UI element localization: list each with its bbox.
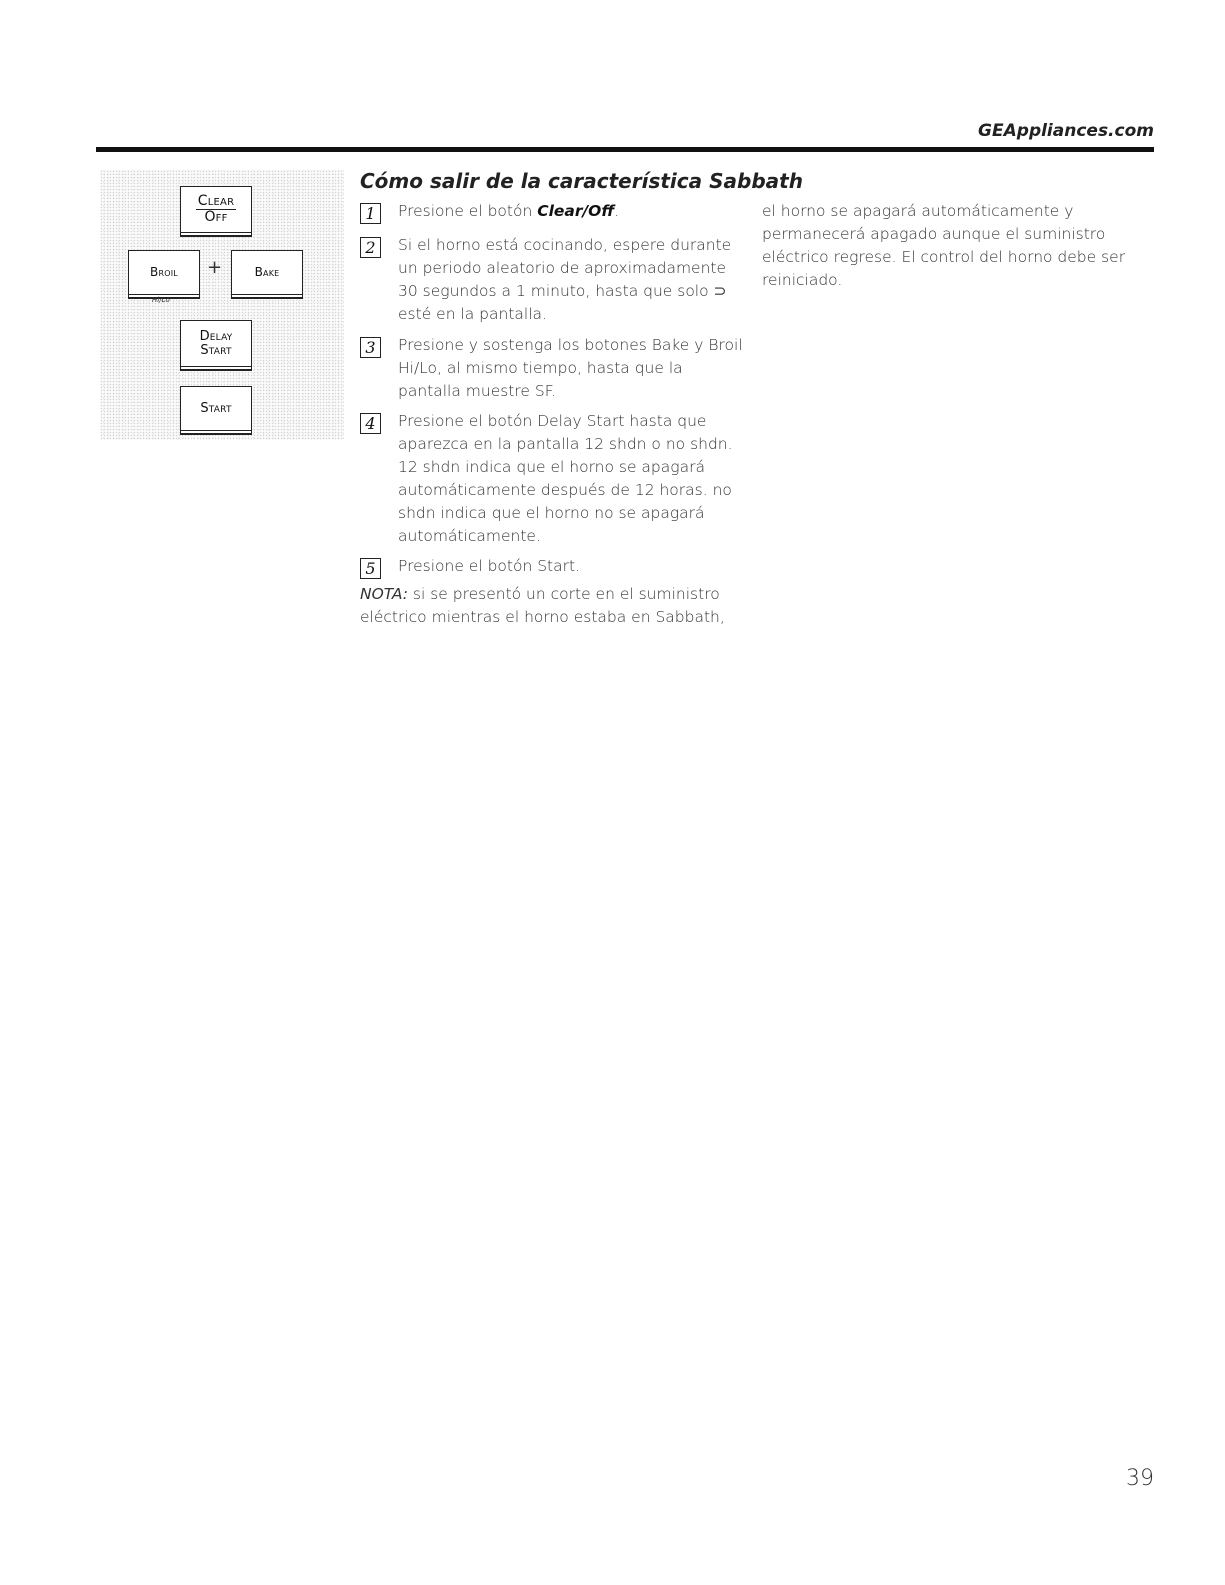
step-text: Si el horno está cocinando, espere durante un periodo aleatorio de aproximadamente 30 segundos a 1 minuto, hasta que solo ⊃ esté en la pantalla. — [398, 236, 732, 323]
step-item — [360, 555, 750, 578]
hilo-label: Hi/Lo — [152, 296, 170, 304]
step-item — [360, 410, 750, 548]
section-title: Cómo salir de la característica Sabbath — [360, 169, 803, 193]
header-rule — [96, 147, 1154, 152]
clear-off-emphasis: Clear/Off — [537, 202, 615, 220]
step-number: 1 — [360, 203, 381, 224]
step-number: 4 — [360, 413, 381, 434]
step-number: 3 — [360, 337, 381, 358]
note-text: si se presentó un corte en el suministro eléctrico mientras el horno estaba en Sabbath, — [360, 585, 725, 626]
step-text: Presione y sostenga los botones Bake y Broil Hi/Lo, al mismo tiempo, hasta que la pantalla muestre SF. — [398, 336, 743, 400]
broil-key-label: Broil — [150, 265, 178, 280]
bake-key — [231, 250, 303, 295]
step-number: 5 — [360, 558, 381, 579]
step-number: 2 — [360, 237, 381, 258]
clear-off-key-line2: Off — [204, 209, 228, 225]
note-continued-column — [762, 200, 1132, 292]
instructions-column — [360, 200, 750, 629]
plus-sign: + — [207, 257, 223, 278]
note-paragraph — [360, 583, 750, 629]
broil-key — [128, 250, 200, 295]
step-text: Presione el botón Start. — [398, 557, 580, 575]
step-item — [360, 234, 750, 326]
step-text-part: Presione el botón — [398, 202, 538, 220]
step-text — [398, 200, 750, 223]
page-number: 39 — [1126, 1466, 1154, 1491]
step-text-part: . — [614, 202, 620, 220]
delay-start-key-line1: Delay — [199, 328, 233, 344]
delay-start-key-line2: Start — [200, 342, 232, 358]
start-key — [180, 386, 252, 431]
step-item — [360, 200, 750, 223]
clear-off-key — [180, 186, 252, 233]
start-key-label: Start — [200, 400, 232, 416]
bake-key-label: Bake — [254, 265, 280, 280]
clear-off-key-line1: Clear — [197, 193, 235, 210]
note-label: NOTA: — [360, 585, 408, 603]
control-panel-illustration — [100, 170, 344, 440]
step-item — [360, 334, 750, 403]
step-text: Presione el botón Delay Start hasta que aparezca en la pantalla 12 shdn o no shdn. 12 shdn indica que el horno se apagará automáticamente después de 12 horas. no shdn indica que el horno no se apagará automáticamente. — [398, 412, 733, 545]
delay-start-key — [180, 320, 252, 367]
site-url: GEAppliances.com — [978, 121, 1154, 141]
note-continued: el horno se apagará automáticamente y permanecerá apagado aunque el suministro eléctrico regrese. El control del horno debe ser reiniciado. — [762, 202, 1126, 289]
